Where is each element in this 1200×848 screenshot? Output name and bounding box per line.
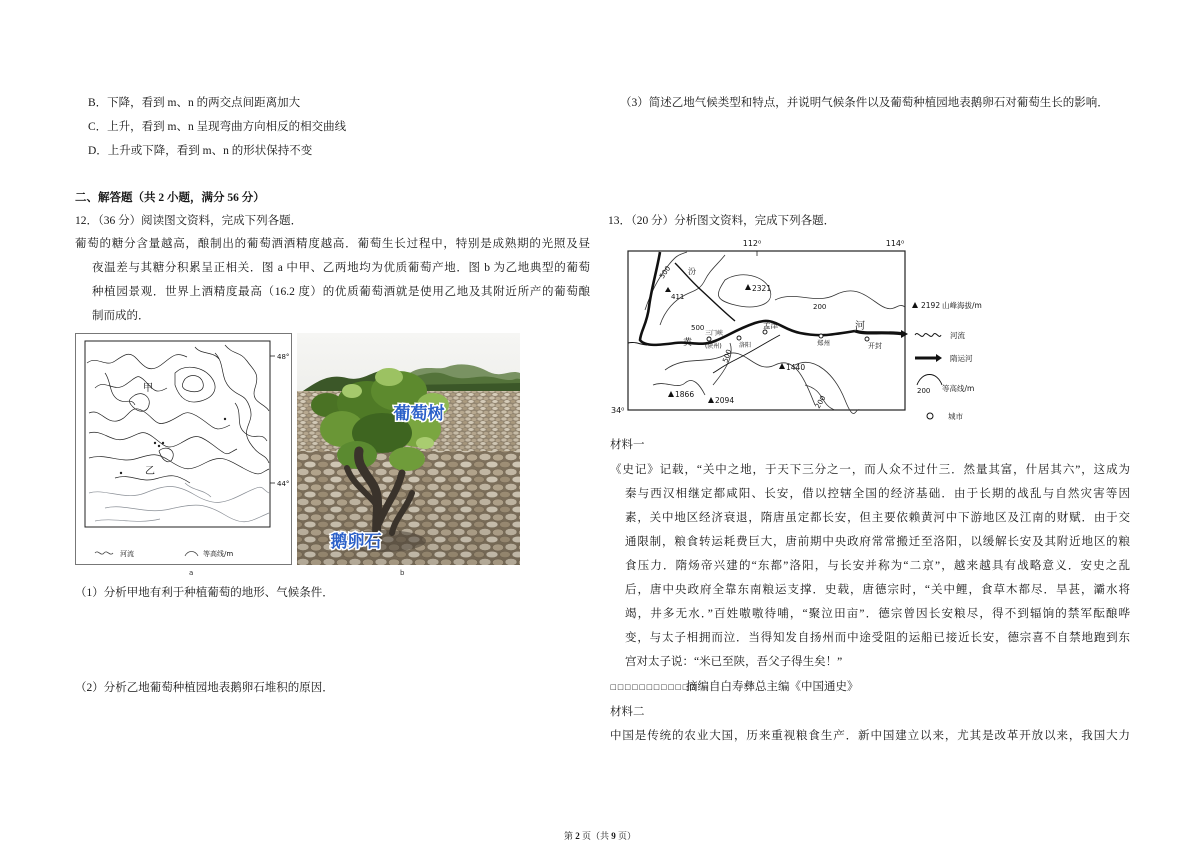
option-b: B．下降，看到 m、n 的两交点间距离加大: [88, 97, 301, 109]
lat-label-north: 48°: [277, 353, 290, 361]
figure-b-vineyard-photo: [297, 333, 520, 565]
peak-label: 1440: [786, 363, 806, 372]
legend-peak-label: 山峰海拔/m: [942, 301, 982, 310]
city-label-luoyang: 洛阳: [739, 342, 752, 349]
figure-a-caption: a: [189, 569, 194, 577]
material-1-line: 食压力．隋炀帝兴建的“东都”洛阳，与长安并称为“二京”，越来越具有战略意义．安史之乱: [625, 560, 1130, 572]
map-legend: [912, 300, 982, 421]
peak-label: 2321: [752, 284, 772, 293]
material-1-source-placeholder: □□□□□□□□□□□□: [610, 683, 697, 691]
legend-river-label: 河流: [120, 550, 134, 558]
label-jia: 甲: [143, 383, 153, 394]
figure-b-caption: b: [400, 569, 405, 577]
question-12-material-line: 制而成的．: [92, 310, 150, 322]
material-2-line: 中国是传统的农业大国，历来重视粮食生产．新中国建立以来，尤其是改革开放以来，我国大力: [610, 730, 1130, 742]
question-12-sub-2: （2）分析乙地葡萄种植园地表鹅卵石堆积的原因．: [75, 682, 334, 694]
legend-contour-label: 等高线/m: [942, 384, 975, 393]
legend-peak-icon: [912, 302, 918, 308]
material-1-line: 宫对太子说：“米已至陕，吾父子得生矣！”: [625, 656, 843, 668]
contour-label: 200: [813, 394, 828, 410]
peak-label: 411: [671, 293, 685, 301]
city-label-sanmenxia: 三门峡: [705, 330, 724, 337]
question-12-material-line: 葡萄的糖分含量越高，酿制出的葡萄酒酒精度越高．葡萄生长过程中，特别是成熟期的光照及昼: [75, 238, 590, 250]
question-13-map: [605, 235, 1025, 425]
material-1-line: 素，关中地区经济衰退，隋唐虽定都长安，但主要依赖黄河中下游地区及江南的财赋．由于交: [625, 512, 1130, 524]
lat-label-south: 44°: [277, 480, 290, 488]
city-label-kaifeng: 开封: [868, 342, 882, 350]
material-2-title: 材料二: [610, 706, 645, 718]
river-label-fen: 汾: [688, 267, 696, 276]
legend-city-icon: [927, 413, 933, 419]
contour-label: 500: [721, 348, 734, 364]
section-title: 二、解答题（共 2 小题，满分 56 分）: [75, 192, 265, 204]
material-1-line: 秦与西汉相继定都咸阳、长安，借以控辖全国的经济基础．由于长期的战乱与自然灾害等因: [625, 488, 1130, 500]
lon-label-112: 112⁰: [742, 239, 762, 248]
lat-label-34: 34⁰: [611, 406, 625, 415]
river-label-huang: 黄: [683, 338, 693, 348]
legend-canal-label: 隋运河: [950, 354, 973, 363]
material-1-line: 后，唐中央政府全靠东南粮运支撑．史载，唐德宗时，“关中鲤，食草木都尽．旱甚，灞水将: [625, 584, 1130, 596]
question-12-stem: 12．（36 分）阅读图文资料，完成下列各题．: [75, 215, 303, 227]
figure-a-contour-map: [75, 333, 292, 565]
footer-total-pages: 9: [611, 831, 616, 841]
contour-label: 200: [813, 303, 827, 311]
legend-peak-value: 2192: [921, 301, 941, 310]
legend-city-label: 城市: [948, 412, 963, 421]
material-1-line: 通限制，粮食转运耗费巨大，唐前期中央政府常常搬迁至洛阳，以缓解长安及其附近地区的粮: [625, 536, 1130, 548]
material-1-line: 变，与太子相拥而泣．当得知发自扬州而中途受阻的运船已接近长安，德宗喜不自禁地跑到东: [625, 632, 1130, 644]
material-1-source: 摘编自白寿彝总主编《中国通史》: [686, 681, 859, 693]
question-12-material-line: 种植园景观．世界上酒精度最高（16.2 度）的优质葡萄酒就是使用乙地及其附近所产的葡萄酿: [92, 286, 590, 298]
contour-label: 500: [691, 324, 705, 332]
material-1-line: 竭，井多无水．”百姓嗷嗷待哺，“聚泣田亩”．德宗曾因长安粮尽，得不到辐饷的禁军酝酿哗: [625, 608, 1130, 620]
page-footer: [0, 828, 1200, 844]
option-c: C．上升，看到 m、n 呈现弯曲方向相反的相交曲线: [88, 121, 347, 133]
peak-label: 2094: [715, 396, 735, 405]
question-12-material-line: 夜温差与其糖分积累呈正相关．图 a 中甲、乙两地均为优质葡萄产地．图 b 为乙地典型的葡萄: [92, 262, 590, 274]
footer-middle: 页（共: [581, 831, 609, 841]
material-1-title: 材料一: [610, 439, 645, 451]
river-label-he: 河: [855, 321, 865, 332]
label-grape-vine: 葡萄树: [393, 404, 445, 424]
lon-label-114: 114⁰: [885, 239, 905, 248]
contour-label: 500: [658, 264, 673, 281]
question-13-stem: 13．（20 分）分析图文资料，完成下列各题．: [608, 215, 836, 227]
legend-river-label: 河流: [950, 331, 965, 340]
question-12-sub-3: （3）简述乙地气候类型和特点，并说明气候条件以及葡萄种植园地表鹅卵石对葡萄生长的影响．: [620, 97, 1109, 109]
city-label-mengjin: 孟津: [763, 321, 778, 330]
legend-river-icon: [915, 334, 941, 337]
legend-contour-icon: [917, 375, 942, 386]
label-pebbles: 鹅卵石: [330, 532, 382, 552]
footer-suffix: 页）: [618, 831, 637, 841]
material-1-line: 《史记》记载，“关中之地，于天下三分之一，而人众不过什三．然量其富，什居其六”，这成为: [610, 464, 1130, 476]
city-label-zhengzhou: 郑州: [817, 339, 830, 347]
footer-page-number: 2: [575, 831, 580, 841]
legend-contour-label: 等高线/m: [203, 550, 234, 558]
question-12-sub-1: （1）分析甲地有利于种植葡萄的地形、气候条件．: [75, 587, 334, 599]
footer-prefix: 第: [563, 831, 573, 841]
city-label-shanzhou: (陕州): [705, 343, 722, 350]
label-yi: 乙: [145, 466, 155, 477]
legend-contour-value: 200: [917, 387, 931, 395]
peak-label: 1866: [675, 390, 695, 399]
option-d: D．上升或下降，看到 m、n 的形状保持不变: [88, 145, 313, 157]
